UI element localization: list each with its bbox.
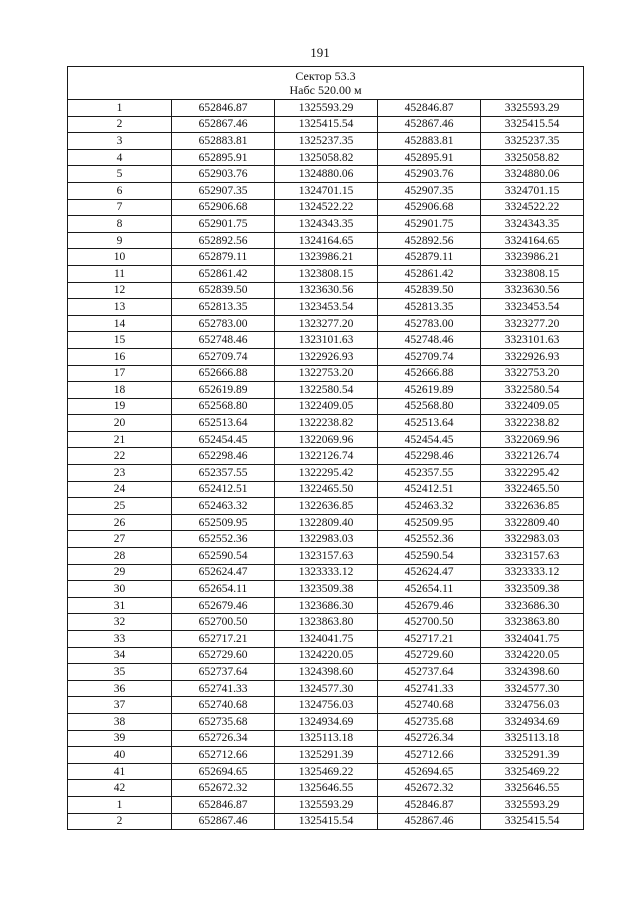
table-row <box>68 664 584 681</box>
point-number-cell: 29 <box>68 564 172 581</box>
x-msk-coordinate-cell: 452568.80 <box>378 398 481 415</box>
point-number-cell: 2 <box>68 116 172 133</box>
x-coordinate-cell: 652619.89 <box>172 382 275 399</box>
point-number-cell: 27 <box>68 531 172 548</box>
table-row <box>68 614 584 631</box>
x-coordinate-cell: 652846.87 <box>172 796 275 813</box>
x-coordinate-cell: 652700.50 <box>172 614 275 631</box>
y-msk-coordinate-cell: 3323808.15 <box>481 265 584 282</box>
table-row <box>68 116 584 133</box>
point-number-cell: 22 <box>68 448 172 465</box>
y-msk-coordinate-cell: 3323686.30 <box>481 597 584 614</box>
point-number-cell: 42 <box>68 780 172 797</box>
point-number-cell: 39 <box>68 730 172 747</box>
y-msk-coordinate-cell: 3322926.93 <box>481 348 584 365</box>
coordinates-table <box>67 66 584 830</box>
x-msk-coordinate-cell: 452454.45 <box>378 431 481 448</box>
x-msk-coordinate-cell: 452737.64 <box>378 664 481 681</box>
x-msk-coordinate-cell: 452672.32 <box>378 780 481 797</box>
table-row <box>68 398 584 415</box>
x-msk-coordinate-cell: 452861.42 <box>378 265 481 282</box>
y-coordinate-cell: 1322238.82 <box>275 415 378 432</box>
x-coordinate-cell: 652513.64 <box>172 415 275 432</box>
point-number-cell: 3 <box>68 133 172 150</box>
point-number-cell: 20 <box>68 415 172 432</box>
x-msk-coordinate-cell: 452846.87 <box>378 100 481 117</box>
table-row <box>68 730 584 747</box>
table-row <box>68 465 584 482</box>
table-body <box>68 100 584 830</box>
x-coordinate-cell: 652839.50 <box>172 282 275 299</box>
point-number-cell: 25 <box>68 498 172 515</box>
x-coordinate-cell: 652783.00 <box>172 315 275 332</box>
point-number-cell: 14 <box>68 315 172 332</box>
x-msk-coordinate-cell: 452783.00 <box>378 315 481 332</box>
x-msk-coordinate-cell: 452735.68 <box>378 713 481 730</box>
y-coordinate-cell: 1324164.65 <box>275 232 378 249</box>
point-number-cell: 15 <box>68 332 172 349</box>
y-coordinate-cell: 1324220.05 <box>275 647 378 664</box>
y-coordinate-cell: 1322753.20 <box>275 365 378 382</box>
x-coordinate-cell: 652741.33 <box>172 680 275 697</box>
x-coordinate-cell: 652454.45 <box>172 431 275 448</box>
x-msk-coordinate-cell: 452867.46 <box>378 813 481 830</box>
x-msk-coordinate-cell: 452513.64 <box>378 415 481 432</box>
y-coordinate-cell: 1323333.12 <box>275 564 378 581</box>
x-coordinate-cell: 652735.68 <box>172 713 275 730</box>
point-number-cell: 31 <box>68 597 172 614</box>
x-coordinate-cell: 652895.91 <box>172 149 275 166</box>
table-row <box>68 631 584 648</box>
table-row <box>68 166 584 183</box>
point-number-cell: 21 <box>68 431 172 448</box>
table-row <box>68 597 584 614</box>
y-coordinate-cell: 1322295.42 <box>275 465 378 482</box>
sector-title: Сектор 53.3 <box>295 69 356 83</box>
y-msk-coordinate-cell: 3322069.96 <box>481 431 584 448</box>
point-number-cell: 10 <box>68 249 172 266</box>
table-row <box>68 763 584 780</box>
x-msk-coordinate-cell: 452907.35 <box>378 182 481 199</box>
table-header-row <box>68 67 584 100</box>
table-row <box>68 813 584 830</box>
x-coordinate-cell: 652867.46 <box>172 813 275 830</box>
table-row <box>68 713 584 730</box>
y-coordinate-cell: 1325415.54 <box>275 116 378 133</box>
y-msk-coordinate-cell: 3323101.63 <box>481 332 584 349</box>
x-msk-coordinate-cell: 452729.60 <box>378 647 481 664</box>
y-msk-coordinate-cell: 3325291.39 <box>481 747 584 764</box>
point-number-cell: 37 <box>68 697 172 714</box>
point-number-cell: 2 <box>68 813 172 830</box>
y-coordinate-cell: 1322465.50 <box>275 481 378 498</box>
x-msk-coordinate-cell: 452509.95 <box>378 514 481 531</box>
x-coordinate-cell: 652726.34 <box>172 730 275 747</box>
table-row <box>68 531 584 548</box>
x-msk-coordinate-cell: 452867.46 <box>378 116 481 133</box>
y-msk-coordinate-cell: 3325593.29 <box>481 100 584 117</box>
x-msk-coordinate-cell: 452906.68 <box>378 199 481 216</box>
point-number-cell: 4 <box>68 149 172 166</box>
x-coordinate-cell: 652412.51 <box>172 481 275 498</box>
y-coordinate-cell: 1325237.35 <box>275 133 378 150</box>
x-msk-coordinate-cell: 452624.47 <box>378 564 481 581</box>
x-coordinate-cell: 652298.46 <box>172 448 275 465</box>
y-msk-coordinate-cell: 3325415.54 <box>481 813 584 830</box>
x-msk-coordinate-cell: 452901.75 <box>378 216 481 233</box>
point-number-cell: 6 <box>68 182 172 199</box>
table-row <box>68 431 584 448</box>
x-msk-coordinate-cell: 452846.87 <box>378 796 481 813</box>
x-msk-coordinate-cell: 452357.55 <box>378 465 481 482</box>
y-coordinate-cell: 1322926.93 <box>275 348 378 365</box>
x-msk-coordinate-cell: 452590.54 <box>378 548 481 565</box>
y-coordinate-cell: 1324701.15 <box>275 182 378 199</box>
point-number-cell: 33 <box>68 631 172 648</box>
page-number: 191 <box>310 45 330 60</box>
x-msk-coordinate-cell: 452298.46 <box>378 448 481 465</box>
y-coordinate-cell: 1322069.96 <box>275 431 378 448</box>
point-number-cell: 41 <box>68 763 172 780</box>
table-row <box>68 415 584 432</box>
x-msk-coordinate-cell: 452903.76 <box>378 166 481 183</box>
table-row <box>68 133 584 150</box>
x-coordinate-cell: 652590.54 <box>172 548 275 565</box>
y-msk-coordinate-cell: 3324522.22 <box>481 199 584 216</box>
table-row <box>68 365 584 382</box>
y-msk-coordinate-cell: 3325593.29 <box>481 796 584 813</box>
table-row <box>68 382 584 399</box>
table-row <box>68 199 584 216</box>
y-msk-coordinate-cell: 3322580.54 <box>481 382 584 399</box>
point-number-cell: 24 <box>68 481 172 498</box>
x-msk-coordinate-cell: 452712.66 <box>378 747 481 764</box>
y-coordinate-cell: 1323808.15 <box>275 265 378 282</box>
y-msk-coordinate-cell: 3324880.06 <box>481 166 584 183</box>
table-row <box>68 581 584 598</box>
y-msk-coordinate-cell: 3324343.35 <box>481 216 584 233</box>
y-coordinate-cell: 1323630.56 <box>275 282 378 299</box>
x-coordinate-cell: 652568.80 <box>172 398 275 415</box>
x-msk-coordinate-cell: 452879.11 <box>378 249 481 266</box>
point-number-cell: 8 <box>68 216 172 233</box>
y-msk-coordinate-cell: 3322636.85 <box>481 498 584 515</box>
y-msk-coordinate-cell: 3324164.65 <box>481 232 584 249</box>
x-coordinate-cell: 652624.47 <box>172 564 275 581</box>
y-coordinate-cell: 1324041.75 <box>275 631 378 648</box>
x-coordinate-cell: 652509.95 <box>172 514 275 531</box>
y-coordinate-cell: 1324522.22 <box>275 199 378 216</box>
y-msk-coordinate-cell: 3324577.30 <box>481 680 584 697</box>
y-msk-coordinate-cell: 3322753.20 <box>481 365 584 382</box>
y-msk-coordinate-cell: 3323157.63 <box>481 548 584 565</box>
table-row <box>68 680 584 697</box>
y-msk-coordinate-cell: 3322409.05 <box>481 398 584 415</box>
x-coordinate-cell: 652861.42 <box>172 265 275 282</box>
point-number-cell: 30 <box>68 581 172 598</box>
y-coordinate-cell: 1324756.03 <box>275 697 378 714</box>
y-coordinate-cell: 1325113.18 <box>275 730 378 747</box>
x-msk-coordinate-cell: 452463.32 <box>378 498 481 515</box>
point-number-cell: 23 <box>68 465 172 482</box>
table-row <box>68 647 584 664</box>
table-row <box>68 548 584 565</box>
table-row <box>68 796 584 813</box>
table-row <box>68 182 584 199</box>
y-coordinate-cell: 1323509.38 <box>275 581 378 598</box>
x-coordinate-cell: 652463.32 <box>172 498 275 515</box>
table-row <box>68 149 584 166</box>
y-msk-coordinate-cell: 3322983.03 <box>481 531 584 548</box>
x-msk-coordinate-cell: 452892.56 <box>378 232 481 249</box>
y-coordinate-cell: 1324343.35 <box>275 216 378 233</box>
point-number-cell: 35 <box>68 664 172 681</box>
table-row <box>68 216 584 233</box>
x-coordinate-cell: 652813.35 <box>172 299 275 316</box>
x-coordinate-cell: 652666.88 <box>172 365 275 382</box>
x-coordinate-cell: 652892.56 <box>172 232 275 249</box>
y-coordinate-cell: 1324577.30 <box>275 680 378 697</box>
table-row <box>68 232 584 249</box>
y-msk-coordinate-cell: 3322238.82 <box>481 415 584 432</box>
y-msk-coordinate-cell: 3325113.18 <box>481 730 584 747</box>
x-coordinate-cell: 652694.65 <box>172 763 275 780</box>
y-coordinate-cell: 1322636.85 <box>275 498 378 515</box>
y-coordinate-cell: 1322126.74 <box>275 448 378 465</box>
x-msk-coordinate-cell: 452654.11 <box>378 581 481 598</box>
x-msk-coordinate-cell: 452740.68 <box>378 697 481 714</box>
y-msk-coordinate-cell: 3323630.56 <box>481 282 584 299</box>
x-coordinate-cell: 652907.35 <box>172 182 275 199</box>
point-number-cell: 12 <box>68 282 172 299</box>
x-msk-coordinate-cell: 452717.21 <box>378 631 481 648</box>
y-msk-coordinate-cell: 3323277.20 <box>481 315 584 332</box>
table-row <box>68 747 584 764</box>
x-msk-coordinate-cell: 452839.50 <box>378 282 481 299</box>
x-coordinate-cell: 652552.36 <box>172 531 275 548</box>
x-msk-coordinate-cell: 452412.51 <box>378 481 481 498</box>
table-row <box>68 265 584 282</box>
y-coordinate-cell: 1322580.54 <box>275 382 378 399</box>
point-number-cell: 18 <box>68 382 172 399</box>
x-msk-coordinate-cell: 452813.35 <box>378 299 481 316</box>
y-msk-coordinate-cell: 3324934.69 <box>481 713 584 730</box>
y-coordinate-cell: 1322983.03 <box>275 531 378 548</box>
y-msk-coordinate-cell: 3322465.50 <box>481 481 584 498</box>
table-row <box>68 100 584 117</box>
point-number-cell: 36 <box>68 680 172 697</box>
y-coordinate-cell: 1322809.40 <box>275 514 378 531</box>
x-coordinate-cell: 652679.46 <box>172 597 275 614</box>
y-coordinate-cell: 1323986.21 <box>275 249 378 266</box>
y-msk-coordinate-cell: 3322295.42 <box>481 465 584 482</box>
table-row <box>68 514 584 531</box>
x-msk-coordinate-cell: 452666.88 <box>378 365 481 382</box>
y-coordinate-cell: 1323453.54 <box>275 299 378 316</box>
y-msk-coordinate-cell: 3325237.35 <box>481 133 584 150</box>
point-number-cell: 19 <box>68 398 172 415</box>
point-number-cell: 26 <box>68 514 172 531</box>
table-row <box>68 299 584 316</box>
table-row <box>68 498 584 515</box>
y-msk-coordinate-cell: 3325058.82 <box>481 149 584 166</box>
y-msk-coordinate-cell: 3324701.15 <box>481 182 584 199</box>
table-row <box>68 249 584 266</box>
x-msk-coordinate-cell: 452883.81 <box>378 133 481 150</box>
x-coordinate-cell: 652729.60 <box>172 647 275 664</box>
table-row <box>68 481 584 498</box>
table-row <box>68 282 584 299</box>
y-msk-coordinate-cell: 3324398.60 <box>481 664 584 681</box>
x-msk-coordinate-cell: 452694.65 <box>378 763 481 780</box>
x-coordinate-cell: 652717.21 <box>172 631 275 648</box>
y-coordinate-cell: 1323686.30 <box>275 597 378 614</box>
point-number-cell: 34 <box>68 647 172 664</box>
x-msk-coordinate-cell: 452679.46 <box>378 597 481 614</box>
x-coordinate-cell: 652737.64 <box>172 664 275 681</box>
point-number-cell: 40 <box>68 747 172 764</box>
x-coordinate-cell: 652672.32 <box>172 780 275 797</box>
y-msk-coordinate-cell: 3323509.38 <box>481 581 584 598</box>
y-msk-coordinate-cell: 3323333.12 <box>481 564 584 581</box>
point-number-cell: 17 <box>68 365 172 382</box>
y-msk-coordinate-cell: 3323986.21 <box>481 249 584 266</box>
table-row <box>68 448 584 465</box>
point-number-cell: 32 <box>68 614 172 631</box>
point-number-cell: 1 <box>68 100 172 117</box>
y-msk-coordinate-cell: 3325646.55 <box>481 780 584 797</box>
table-row <box>68 348 584 365</box>
x-msk-coordinate-cell: 452552.36 <box>378 531 481 548</box>
x-coordinate-cell: 652357.55 <box>172 465 275 482</box>
x-msk-coordinate-cell: 452748.46 <box>378 332 481 349</box>
table-row <box>68 332 584 349</box>
y-coordinate-cell: 1323101.63 <box>275 332 378 349</box>
x-coordinate-cell: 652654.11 <box>172 581 275 598</box>
x-coordinate-cell: 652879.11 <box>172 249 275 266</box>
y-coordinate-cell: 1325593.29 <box>275 796 378 813</box>
y-msk-coordinate-cell: 3324220.05 <box>481 647 584 664</box>
x-coordinate-cell: 652709.74 <box>172 348 275 365</box>
table-row <box>68 780 584 797</box>
table-row <box>68 697 584 714</box>
x-coordinate-cell: 652846.87 <box>172 100 275 117</box>
y-coordinate-cell: 1323863.80 <box>275 614 378 631</box>
y-coordinate-cell: 1323157.63 <box>275 548 378 565</box>
y-msk-coordinate-cell: 3322809.40 <box>481 514 584 531</box>
x-msk-coordinate-cell: 452619.89 <box>378 382 481 399</box>
x-msk-coordinate-cell: 452741.33 <box>378 680 481 697</box>
y-coordinate-cell: 1325469.22 <box>275 763 378 780</box>
y-coordinate-cell: 1325646.55 <box>275 780 378 797</box>
point-number-cell: 9 <box>68 232 172 249</box>
x-msk-coordinate-cell: 452700.50 <box>378 614 481 631</box>
y-coordinate-cell: 1322409.05 <box>275 398 378 415</box>
point-number-cell: 38 <box>68 713 172 730</box>
x-coordinate-cell: 652867.46 <box>172 116 275 133</box>
y-coordinate-cell: 1324398.60 <box>275 664 378 681</box>
x-msk-coordinate-cell: 452709.74 <box>378 348 481 365</box>
y-msk-coordinate-cell: 3325415.54 <box>481 116 584 133</box>
x-coordinate-cell: 652906.68 <box>172 199 275 216</box>
point-number-cell: 5 <box>68 166 172 183</box>
sector-header <box>68 67 584 100</box>
x-msk-coordinate-cell: 452895.91 <box>378 149 481 166</box>
x-coordinate-cell: 652740.68 <box>172 697 275 714</box>
y-coordinate-cell: 1325291.39 <box>275 747 378 764</box>
point-number-cell: 1 <box>68 796 172 813</box>
point-number-cell: 11 <box>68 265 172 282</box>
sector-height: Набс 520.00 м <box>289 83 362 97</box>
y-msk-coordinate-cell: 3325469.22 <box>481 763 584 780</box>
y-msk-coordinate-cell: 3323863.80 <box>481 614 584 631</box>
y-msk-coordinate-cell: 3323453.54 <box>481 299 584 316</box>
y-msk-coordinate-cell: 3324756.03 <box>481 697 584 714</box>
table-row <box>68 564 584 581</box>
x-coordinate-cell: 652748.46 <box>172 332 275 349</box>
y-coordinate-cell: 1325058.82 <box>275 149 378 166</box>
point-number-cell: 7 <box>68 199 172 216</box>
y-coordinate-cell: 1325593.29 <box>275 100 378 117</box>
y-msk-coordinate-cell: 3322126.74 <box>481 448 584 465</box>
y-coordinate-cell: 1323277.20 <box>275 315 378 332</box>
point-number-cell: 13 <box>68 299 172 316</box>
x-msk-coordinate-cell: 452726.34 <box>378 730 481 747</box>
y-coordinate-cell: 1324880.06 <box>275 166 378 183</box>
point-number-cell: 16 <box>68 348 172 365</box>
point-number-cell: 28 <box>68 548 172 565</box>
x-coordinate-cell: 652883.81 <box>172 133 275 150</box>
x-coordinate-cell: 652903.76 <box>172 166 275 183</box>
y-coordinate-cell: 1324934.69 <box>275 713 378 730</box>
table-row <box>68 315 584 332</box>
y-coordinate-cell: 1325415.54 <box>275 813 378 830</box>
x-coordinate-cell: 652712.66 <box>172 747 275 764</box>
x-coordinate-cell: 652901.75 <box>172 216 275 233</box>
y-msk-coordinate-cell: 3324041.75 <box>481 631 584 648</box>
